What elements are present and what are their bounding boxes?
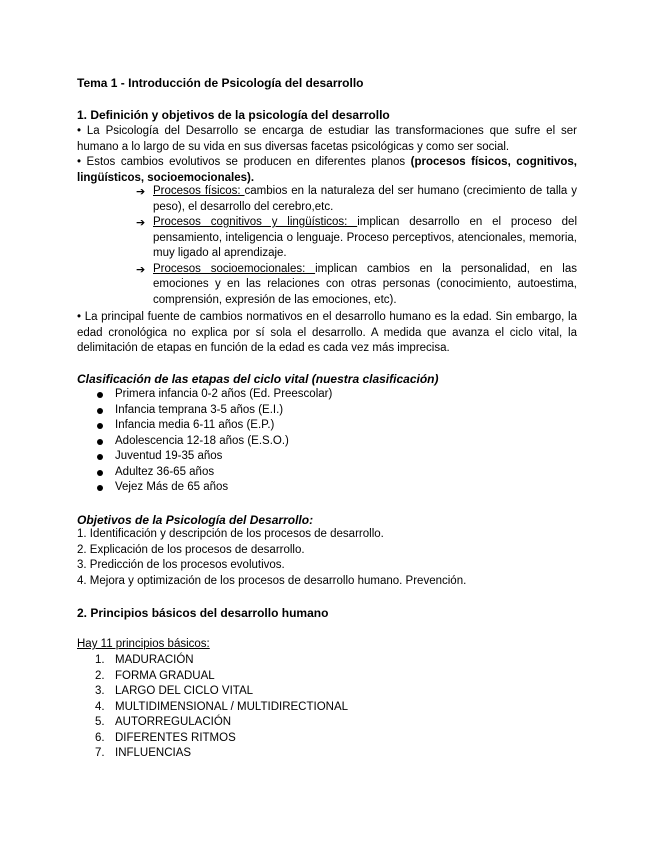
process-term: Procesos físicos: — [153, 185, 245, 197]
list-item-text: Primera infancia 0-2 años (Ed. Preescolar) — [115, 388, 333, 400]
paragraph-2-text: • Estos cambios evolutivos se producen en diferentes planos — [77, 156, 411, 168]
stages-heading: Clasificación de las etapas del ciclo vital (nuestra clasificación) — [77, 372, 439, 386]
section-1-paragraph-2 — [77, 155, 577, 186]
list-item — [95, 434, 332, 450]
list-item — [95, 465, 332, 481]
list-item — [95, 403, 332, 419]
principle-item — [95, 715, 348, 731]
principle-text: INFLUENCIAS — [115, 747, 192, 759]
paragraph-2-bold-text: (procesos físicos, cognitivos, lingüísticos, socioemocionales). — [77, 156, 577, 184]
process-item-cognitive — [136, 215, 577, 262]
principle-number: 7. — [95, 747, 105, 759]
principle-text: FORMA GRADUAL — [115, 669, 215, 682]
bullet-icon — [97, 423, 103, 429]
principles-intro: Hay 11 principios básicos: — [77, 638, 210, 650]
process-list — [136, 184, 577, 308]
arrow-icon: ➔ — [136, 185, 146, 198]
bullet-icon — [97, 470, 103, 476]
list-item — [95, 418, 332, 434]
bullet-icon — [97, 392, 103, 398]
principle-number: 5. — [95, 716, 105, 728]
principle-text: DIFERENTES RITMOS — [115, 731, 236, 744]
list-item — [95, 387, 332, 403]
principle-item — [95, 746, 348, 762]
principle-number: 1. — [95, 654, 105, 666]
list-item-text: Vejez Más de 65 años — [115, 481, 229, 493]
bullet-icon — [97, 454, 103, 460]
principle-item — [95, 684, 348, 700]
process-description: cambios en la naturaleza del ser humano (crecimiento de talla y peso), el desarrollo del cerebro,etc. — [153, 185, 577, 213]
list-item-text: Infancia temprana 3-5 años (E.I.) — [115, 403, 284, 416]
principle-item — [95, 669, 348, 685]
principle-text: MADURACIÓN — [115, 654, 194, 666]
list-item-text: Adolescencia 12-18 años (E.S.O.) — [115, 434, 289, 447]
principle-text: AUTORREGULACIÓN — [115, 716, 232, 728]
section-1-heading: 1. Definición y objetivos de la psicología del desarrollo — [77, 108, 390, 122]
principle-number: 3. — [95, 685, 105, 697]
principle-number: 6. — [95, 731, 105, 744]
list-item-text: Infancia media 6-11 años (E.P.) — [115, 419, 275, 431]
list-item-text: Juventud 19-35 años — [115, 450, 223, 462]
bullet-icon — [97, 485, 103, 491]
objectives-heading: Objetivos de la Psicología del Desarrollo: — [77, 513, 314, 527]
principle-number: 4. — [95, 700, 105, 713]
objective-item: 1. Identificación y descripción de los procesos de desarrollo. — [77, 528, 384, 540]
process-description: implican cambios en la personalidad, en las emociones y en las relaciones con otras personas (conocimiento, autoestima, comprensión, expresión de las emociones, etc). — [153, 262, 577, 306]
principle-text: LARGO DEL CICLO VITAL — [115, 685, 254, 697]
principle-item — [95, 653, 348, 669]
objective-item: 2. Explicación de los procesos de desarrollo. — [77, 543, 305, 556]
document-title: Tema 1 - Introducción de Psicología del desarrollo — [77, 76, 364, 90]
process-description: implican desarrollo en el proceso del pensamiento, inteligencia o lenguaje. Proceso perceptivos, atencionales, memoria, muy ligado al aprendizaje. — [153, 216, 577, 259]
list-item — [95, 449, 332, 465]
bullet-icon — [97, 439, 103, 445]
principles-list — [95, 653, 348, 762]
bullet-icon — [97, 408, 103, 414]
arrow-icon: ➔ — [136, 262, 146, 276]
process-item-physical — [136, 184, 577, 215]
principle-item — [95, 700, 348, 716]
process-item-socioemotional — [136, 262, 577, 309]
objective-item: 3. Predicción de los procesos evolutivos. — [77, 559, 285, 571]
process-term: Procesos cognitivos y lingüísticos: — [153, 216, 358, 228]
arrow-icon: ➔ — [136, 216, 146, 229]
list-item-text: Adultez 36-65 años — [115, 465, 215, 478]
section-2-heading: 2. Principios básicos del desarrollo humano — [77, 606, 329, 620]
objective-item: 4. Mejora y optimización de los procesos de desarrollo humano. Prevención. — [77, 574, 467, 587]
principle-item — [95, 731, 348, 747]
section-1-paragraph-1: • La Psicología del Desarrollo se encarga de estudiar las transformaciones que sufre el ser humano a lo largo de su vida en sus diversas facetas psicológicas y como ser social. — [77, 125, 577, 153]
objectives-list — [77, 527, 466, 589]
process-term: Procesos socioemocionales: — [153, 262, 316, 275]
section-1-paragraph-3: • La principal fuente de cambios normativos en el desarrollo humano es la edad. Sin embargo, la edad cronológica no explica por sí sola el desarrollo. A medida que avanza el ciclo vital, la delimitación de etapas en función de la edad es cada vez más imprecisa. — [77, 311, 577, 354]
principle-text: MULTIDIMENSIONAL / MULTIDIRECTIONAL — [115, 700, 349, 713]
stages-list — [95, 387, 332, 496]
list-item — [95, 480, 332, 496]
principle-number: 2. — [95, 669, 105, 682]
